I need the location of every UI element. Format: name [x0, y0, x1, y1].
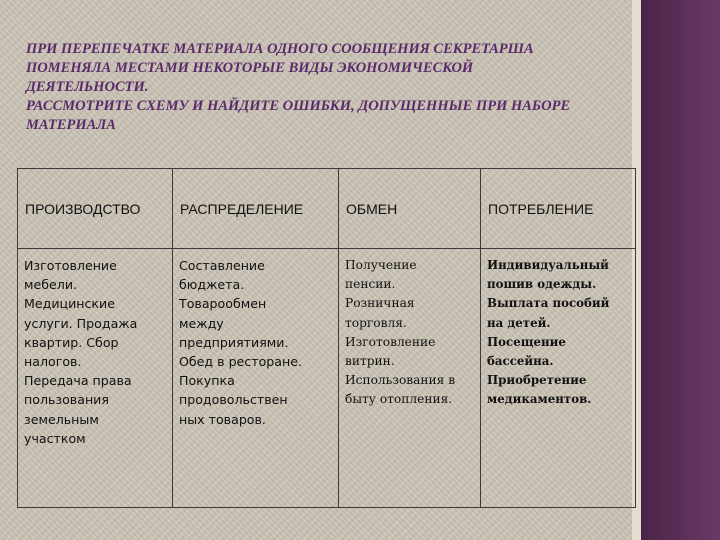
cell-line: на детей.: [487, 315, 551, 330]
cell-line: между: [179, 315, 224, 331]
title-line: ПРИ ПЕРЕПЕЧАТКЕ МАТЕРИАЛА ОДНОГО СООБЩЕНИЯ СЕКРЕТАРША: [26, 41, 534, 57]
table-header-row: [18, 169, 636, 249]
cell-line: торговля.: [345, 315, 407, 330]
economic-activity-table: [17, 168, 636, 508]
cell-exchange: [339, 249, 481, 508]
cell-line: предприятиями.: [179, 334, 289, 350]
cell-line: пользования: [24, 392, 109, 408]
cell-line: Медицинские: [24, 296, 115, 312]
cell-line: Составление: [179, 258, 265, 273]
cell-line: Выплата пособий: [487, 296, 610, 311]
cell-line: пошив одежды.: [487, 277, 597, 292]
cell-line: Покупка: [179, 373, 235, 389]
title-line: РАССМОТРИТЕ СХЕМУ И НАЙДИТЕ ОШИБКИ, ДОПУЩЕННЫЕ ПРИ НАБОРЕ: [26, 98, 571, 114]
cell-line: Посещение: [487, 334, 566, 349]
title-line: ПОМЕНЯЛА МЕСТАМИ НЕКОТОРЫЕ ВИДЫ ЭКОНОМИЧЕСКОЙ: [26, 60, 474, 76]
cell-line: продовольствен: [179, 392, 288, 408]
cell-line: мебели.: [24, 277, 78, 293]
cell-line: быту отопления.: [345, 392, 453, 407]
cell-line: Индивидуальный: [487, 258, 609, 272]
cell-line: Передача права: [24, 373, 132, 389]
table-row: [18, 249, 636, 508]
cell-line: налогов.: [24, 354, 82, 370]
cell-line: Обед в ресторане.: [179, 354, 302, 370]
cell-line: Получение: [345, 258, 417, 272]
cell-line: Товарообмен: [179, 296, 267, 312]
cell-line: пенсии.: [345, 277, 396, 292]
cell-line: Изготовление: [345, 334, 436, 349]
cell-line: Использования в: [345, 373, 456, 388]
cell-line: Розничная: [345, 296, 415, 311]
header-exchange: ОБМЕН: [339, 169, 481, 249]
cell-line: Приобретение: [487, 373, 587, 388]
cell-line: бюджета.: [179, 277, 245, 293]
header-consumption: ПОТРЕБЛЕНИЕ: [481, 169, 636, 249]
cell-line: ных товаров.: [179, 411, 266, 427]
title-line: ДЕЯТЕЛЬНОСТИ.: [26, 79, 149, 95]
cell-line: витрин.: [345, 354, 395, 369]
header-production: ПРОИЗВОДСТВО: [18, 169, 173, 249]
cell-production: [18, 249, 173, 508]
cell-line: Изготовление: [24, 258, 117, 273]
cell-line: квартир. Сбор: [24, 334, 119, 350]
cell-line: медикаментов.: [487, 392, 592, 407]
cell-line: бассейна.: [487, 354, 554, 369]
header-distribution: РАСПРЕДЕЛЕНИЕ: [173, 169, 339, 249]
cell-line: услуги. Продажа: [24, 315, 138, 331]
cell-distribution: [173, 249, 339, 508]
slide-title: [26, 40, 596, 135]
cell-consumption: [481, 249, 636, 508]
cell-line: земельным: [24, 411, 99, 427]
decorative-side-panel: [641, 0, 720, 540]
cell-line: участком: [24, 430, 86, 446]
title-line: МАТЕРИАЛА: [26, 117, 116, 133]
